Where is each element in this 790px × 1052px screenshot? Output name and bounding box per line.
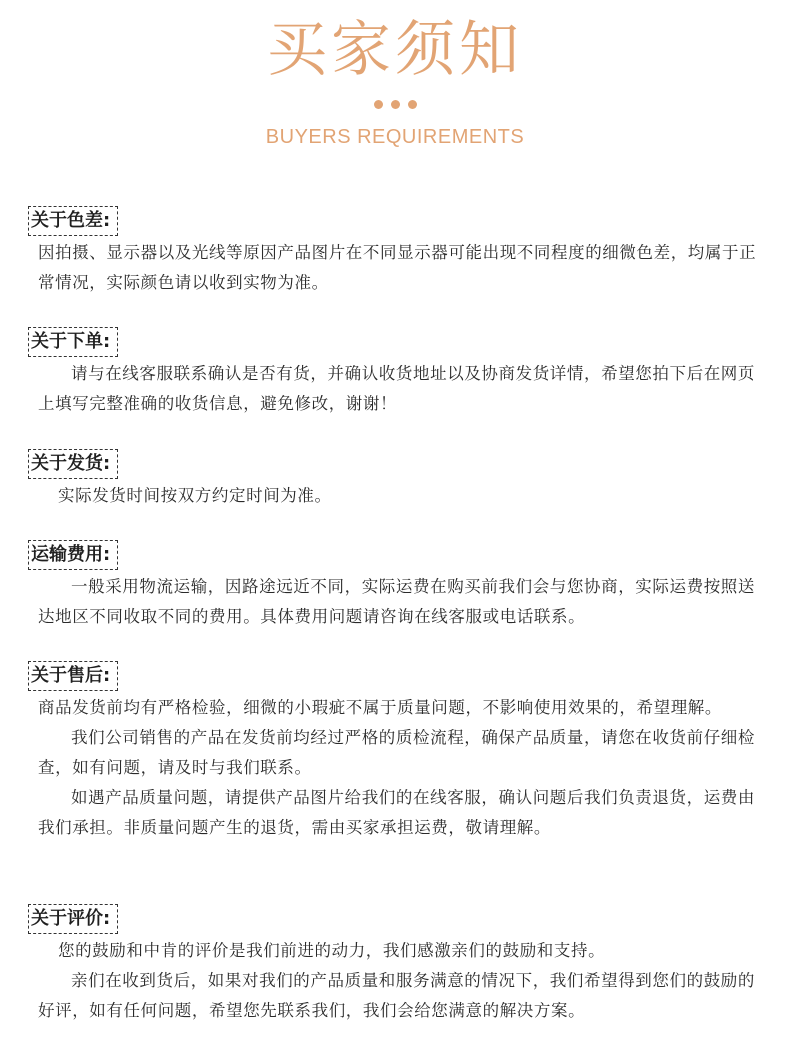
section-paragraph: 一般采用物流运输，因路途远近不同，实际运费在购买前我们会与您协商，实际运费按照送达地区不同收取不同的费用。具体费用问题请咨询在线客服或电话联系。 [38, 577, 755, 626]
section-paragraph: 商品发货前均有严格检验，细微的小瑕疵不属于质量问题，不影响使用效果的，希望理解。 [38, 698, 722, 717]
section-title: 关于评价: [28, 904, 118, 934]
page-title: 买家须知 [267, 15, 523, 85]
decorative-dots [0, 100, 790, 109]
section-title: 关于发货: [28, 449, 118, 479]
section-paragraph: 实际发货时间按双方约定时间为准。 [58, 486, 332, 505]
section-color-difference [31, 206, 768, 298]
section-shipping [31, 449, 768, 511]
section-paragraph: 请与在线客服联系确认是否有货，并确认收货地址以及协商发货详情，希望您拍下后在网页上填写完整准确的收货信息，避免修改，谢谢！ [38, 364, 755, 413]
section-title: 运输费用: [28, 540, 118, 570]
section-reviews [31, 904, 768, 1026]
section-paragraph: 因拍摄、显示器以及光线等原因产品图片在不同显示器可能出现不同程度的细微色差，均属于正常情况，实际颜色请以收到实物为准。 [38, 243, 757, 292]
section-title: 关于下单: [28, 327, 118, 357]
section-shipping-cost [31, 540, 768, 632]
section-paragraph: 亲们在收到货后，如果对我们的产品质量和服务满意的情况下，我们希望得到您们的鼓励的好评，如有任何问题，希望您先联系我们，我们会给您满意的解决方案。 [38, 971, 755, 1020]
section-title: 关于色差: [28, 206, 118, 236]
dot-icon [391, 100, 400, 109]
section-title: 关于售后: [28, 661, 118, 691]
section-paragraph: 您的鼓励和中肯的评价是我们前进的动力，我们感激亲们的鼓励和支持。 [58, 941, 606, 960]
page-subtitle: BUYERS REQUIREMENTS [265, 126, 525, 148]
section-after-sales [31, 661, 768, 843]
dot-icon [408, 100, 417, 109]
dot-icon [374, 100, 383, 109]
section-paragraph: 我们公司销售的产品在发货前均经过严格的质检流程，确保产品质量，请您在收货前仔细检查，如有问题，请及时与我们联系。 [38, 728, 755, 777]
section-paragraph: 如遇产品质量问题，请提供产品图片给我们的在线客服，确认问题后我们负责退货，运费由我们承担。非质量问题产生的退货，需由买家承担运费，敬请理解。 [38, 788, 755, 837]
section-ordering [31, 327, 768, 419]
